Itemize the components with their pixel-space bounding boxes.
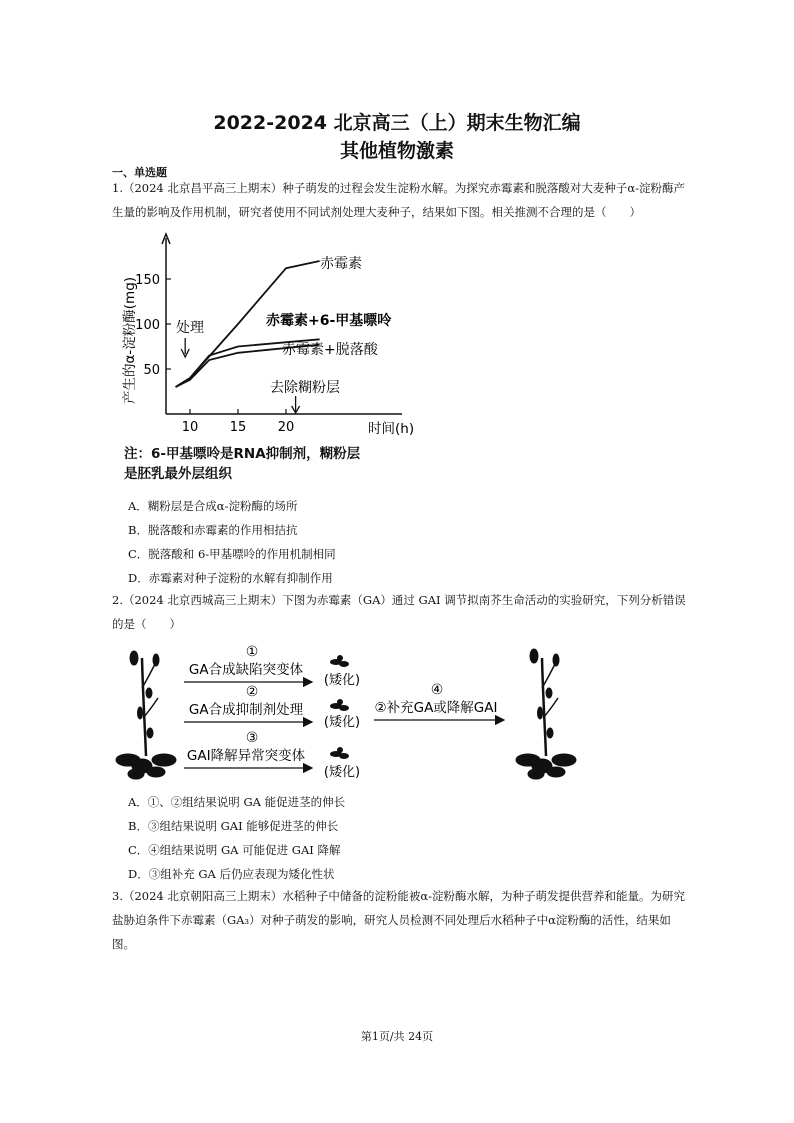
tall-plant-left-icon: [116, 651, 176, 779]
y-axis-label: 产生的α-淀粉酶(mg): [122, 276, 138, 404]
doc-title: 2022-2024 北京高三（上）期末生物汇编: [213, 112, 581, 134]
row3-label: GAI降解异常突变体: [186, 748, 306, 764]
tall-plant-right-icon: [516, 649, 576, 779]
y-tick-label: 100: [135, 318, 160, 333]
dwarf-plant-3-icon: [330, 747, 349, 759]
q2-option-a: A．①、②组结果说明 GA 能促进茎的伸长: [128, 795, 346, 809]
question-1-text: 1.（2024 北京昌平高三上期末）种子萌发的过程会发生淀粉水解。为探究赤霉素和脱落酸对大麦种子α-淀粉酶产生量的影响及作用机制，研究者使用不同试剂处理大麦种子，结果如下图。相关推测不合理的是（ ）: [112, 181, 686, 219]
x-axis-label: 时间(h): [368, 421, 415, 437]
dwarf-plant-2-icon: [330, 699, 349, 711]
x-tick-label: 10: [181, 420, 199, 435]
q2-option-b: B．③组结果说明 GAI 能够促进茎的伸长: [128, 819, 339, 833]
row3-number: ③: [245, 730, 259, 746]
q2-option-d: D．③组补充 GA 后仍应表现为矮化性状: [128, 867, 335, 881]
chart-note-line1: 注：6-甲基嘌呤是RNA抑制剂，糊粉层: [124, 446, 361, 462]
dwarf-plant-1-icon: [330, 655, 349, 667]
q1-option-a: A．糊粉层是合成α-淀粉酶的场所: [128, 499, 298, 513]
x-tick-label: 20: [277, 420, 295, 435]
series-label-0: 赤霉素: [320, 256, 362, 272]
question-3-text: 3.（2024 北京朝阳高三上期末）水稻种子中储备的淀粉能被α-淀粉酶水解，为种子萌发提供营养和能量。为研究盐胁迫条件下赤霉素（GA₃）对种子萌发的影响，研究人员检测不同处理后水稻种子中α淀粉酶的活性，结果如图。: [112, 889, 686, 951]
row2-result: (矮化): [323, 715, 361, 730]
row3-result: (矮化): [323, 765, 361, 780]
annotation-remove-layer: 去除糊粉层: [270, 380, 340, 396]
series-label-2: 赤霉素+脱落酸: [282, 342, 378, 358]
chart-note-line2: 是胚乳最外层组织: [124, 466, 232, 482]
chart-note: [124, 444, 360, 484]
series-label-1: 赤霉素+6-甲基嘌呤: [266, 313, 392, 329]
row2-label: GA合成抑制剂处理: [188, 702, 304, 718]
x-tick-label: 15: [229, 420, 247, 435]
enzyme-line-chart: [110, 228, 430, 446]
step4-label: ②补充GA或降解GAI: [374, 700, 498, 716]
row1-number: ①: [245, 644, 259, 660]
q1-option-b: B．脱落酸和赤霉素的作用相拮抗: [128, 523, 298, 537]
row1-result: (矮化): [323, 673, 361, 688]
section-heading: 一、单选题: [112, 166, 167, 179]
doc-subtitle: 其他植物激素: [339, 140, 454, 162]
row2-number: ②: [245, 684, 259, 700]
y-tick-label: 50: [143, 363, 160, 378]
q2-option-c: C．④组结果说明 GA 可能促进 GAI 降解: [128, 843, 341, 857]
y-tick-label: 150: [135, 273, 160, 288]
page-footer: 第1页/共 24页: [360, 1030, 434, 1043]
row1-label: GA合成缺陷突变体: [188, 662, 304, 678]
q1-option-c: C．脱落酸和 6-甲基嘌呤的作用机制相同: [128, 547, 336, 561]
question-2-text: 2.（2024 北京西城高三上期末）下图为赤霉素（GA）通过 GAI 调节拟南芥生命活动的实验研究，下列分析错误的是（ ）: [112, 593, 686, 631]
step4-number: ④: [430, 682, 444, 698]
ga-experiment-diagram: [112, 638, 592, 786]
annotation-treatment: 处理: [176, 320, 204, 336]
q1-option-d: D．赤霉素对种子淀粉的水解有抑制作用: [128, 571, 333, 585]
